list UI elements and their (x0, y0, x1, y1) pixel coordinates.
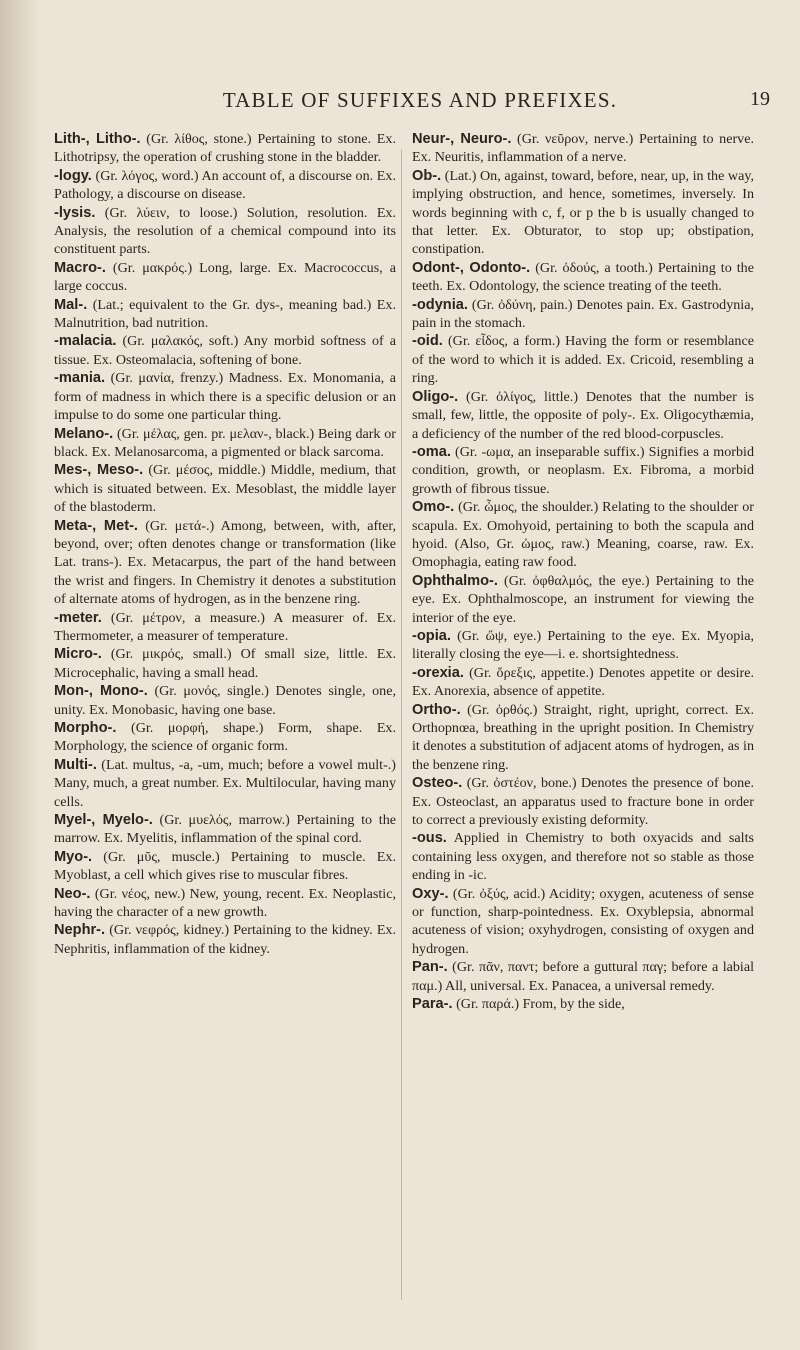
entry-headword: -lysis. (54, 204, 96, 221)
dictionary-entry (412, 701, 754, 775)
entry-headword: Ophthalmo-. (412, 572, 498, 589)
dictionary-entry (412, 572, 754, 627)
entry-headword: -logy. (54, 167, 92, 184)
dictionary-entry (54, 645, 396, 682)
entry-definition: (Gr. ὀφθαλμός, the eye.) Pertaining to the eye. Ex. Ophthalmoscope, an instrument for viewing the interior of the eye. (412, 572, 754, 626)
entry-headword: Pan-. (412, 959, 448, 976)
entry-definition: (Gr. μῦς, muscle.) Pertaining to muscle. Ex. Myoblast, a cell which gives rise to muscular fibres. (54, 848, 396, 884)
page-header (60, 88, 780, 118)
entry-definition: (Lat. multus, -a, -um, much; before a vowel mult-.) Many, much, a great number. Ex. Multilocular, having many cells. (54, 756, 396, 810)
entry-headword: Nephr-. (54, 922, 106, 939)
entry-definition: (Gr. νεῦρον, nerve.) Pertaining to nerve. Ex. Neuritis, inflammation of a nerve. (412, 131, 754, 166)
entry-headword: -opia. (412, 627, 451, 644)
entry-definition: (Gr. ὦμος, the shoulder.) Relating to the shoulder or scapula. Ex. Omohyoid, pertaining to both the scapula and hyoid. (Also, Gr. ὠμος, raw.) Meaning, coarse, raw. Ex. Omophagia, eating raw food. (412, 499, 754, 571)
entry-headword: Myel-, Myelo-. (54, 812, 153, 829)
entry-headword: Mal-. (54, 296, 88, 313)
entry-headword: Neur-, Neuro-. (412, 131, 512, 147)
entry-definition: (Gr. νέος, new.) New, young, recent. Ex. Neoplastic, having the character of a new growth. (54, 885, 396, 921)
entry-headword: Oligo-. (412, 388, 459, 405)
dictionary-entry (54, 921, 396, 958)
entry-definition: (Gr. μαλακός, soft.) Any morbid softness of a tissue. Ex. Osteomalacia, softening of bone. (54, 333, 396, 368)
entry-definition: (Gr. -ωμα, an inseparable suffix.) Signifies a morbid condition, growth, or neoplasm. Ex. Fibroma, a morbid growth of fibrous tissue. (412, 443, 754, 497)
dictionary-entry (412, 443, 754, 498)
entry-headword: -mania. (54, 370, 106, 387)
dictionary-entry (54, 719, 396, 756)
entry-definition: (Gr. εἶδος, a form.) Having the form or resemblance of the word to which it is added. Ex. Cricoid, resembling a ring. (412, 333, 754, 387)
entry-headword: Odont-, Odonto-. (412, 259, 531, 276)
dictionary-entry (412, 498, 754, 572)
entry-headword: -meter. (54, 609, 102, 626)
entry-definition: (Gr. ὀλίγος, little.) Denotes that the number is small, few, little, the opposite of poly-. Ex. Oligocythæmia, a deficiency of the number of the red blood-corpuscles. (412, 388, 754, 442)
entry-headword: Oxy-. (412, 885, 449, 902)
entry-definition: (Gr. μέσος, middle.) Middle, medium, that which is situated between. Ex. Mesoblast, the middle layer of the blastoderm. (54, 462, 397, 516)
entry-headword: -oid. (412, 333, 443, 350)
entry-definition: (Lat.; equivalent to the Gr. dys-, meaning bad.) Ex. Malnutrition, bad nutrition. (54, 296, 396, 332)
entry-headword: -orexia. (412, 664, 464, 681)
entry-headword: Ob-. (412, 167, 442, 184)
right-column (412, 130, 754, 1014)
dictionary-entry (54, 296, 396, 333)
entry-definition: (Gr. λύειν, to loose.) Solution, resolution. Ex. Analysis, the resolution of a chemical compound into its constituent parts. (54, 204, 396, 258)
dictionary-entry (412, 995, 754, 1013)
page-edge-shadow (0, 0, 40, 1350)
entry-definition: (Gr. πᾶν, παντ; before a guttural παγ; before a labial παμ.) All, universal. Ex. Panacea, a universal remedy. (412, 959, 754, 994)
entry-definition: (Gr. μακρός.) Long, large. Ex. Macrococcus, a large coccus. (54, 259, 396, 295)
entry-headword: -ous. (412, 830, 447, 847)
entry-headword: Lith-, Litho-. (54, 131, 141, 147)
entry-headword: Neo-. (54, 885, 91, 902)
entry-definition: (Gr. ὀστέον, bone.) Denotes the presence of bone. Ex. Osteoclast, an apparatus used to fracture bone in order to correct a previously existing deformity. (412, 775, 754, 829)
entry-headword: Mon-, Mono-. (54, 683, 148, 700)
dictionary-entry (54, 130, 396, 167)
entry-definition: (Gr. ὀξύς, acid.) Acidity; oxygen, acuteness of sense or function, sharp-pointedness. Ex. Oxyblepsia, abnormal acuteness of vision; oxyhydrogen, consisting of oxygen and hydrogen. (412, 885, 754, 957)
entry-headword: Para-. (412, 996, 453, 1013)
entry-headword: Myo-. (54, 848, 93, 865)
entry-definition: (Gr. ὄρεξις, appetite.) Denotes appetite or desire. Ex. Anorexia, absence of appetite. (412, 664, 754, 700)
entry-headword: -oma. (412, 443, 451, 460)
dictionary-entry (412, 332, 754, 387)
dictionary-entry (412, 130, 754, 167)
dictionary-entry (412, 627, 754, 664)
dictionary-entry (54, 885, 396, 922)
dictionary-entry (54, 369, 396, 424)
entry-definition: (Gr. παρά.) From, by the side, (452, 996, 625, 1013)
entry-headword: Multi-. (54, 756, 97, 773)
entry-headword: Micro-. (54, 646, 102, 663)
entry-definition: (Gr. μορφή, shape.) Form, shape. Ex. Morphology, the science of organic form. (54, 720, 396, 755)
entry-headword: Melano-. (54, 425, 114, 442)
entry-headword: Morpho-. (54, 720, 117, 736)
entry-definition: Applied in Chemistry to both oxyacids and salts containing less oxygen, and therefore not so stable as those ending in -ic. (412, 830, 754, 884)
dictionary-entry (412, 388, 754, 443)
entry-definition: (Gr. λίθος, stone.) Pertaining to stone. Ex. Lithotripsy, the operation of crushing stone in the bladder. (54, 131, 396, 166)
dictionary-entry (54, 848, 396, 885)
dictionary-entry (54, 811, 396, 848)
dictionary-entry (412, 958, 754, 995)
dictionary-entry (412, 774, 754, 829)
entry-definition: (Lat.) On, against, toward, before, near, up, in the way, implying obstruction, and hence, sometimes, inversely. In words beginning with c, f, or p the b is usually changed to that letter. Ex. Obturator, to stop up; obstipation, constipation. (412, 167, 754, 258)
entry-headword: -malacia. (54, 333, 117, 350)
entry-headword: Ortho-. (412, 701, 461, 718)
entry-headword: Mes-, Meso-. (54, 462, 144, 479)
dictionary-entry (412, 296, 754, 333)
left-column (54, 130, 396, 958)
entry-headword: Omo-. (412, 499, 455, 516)
running-title: TABLE OF SUFFIXES AND PREFIXES. (222, 88, 618, 112)
entry-definition: (Gr. λόγος, word.) An account of, a discourse on. Ex. Pathology, a discourse on disease. (54, 167, 396, 203)
dictionary-entry (412, 167, 754, 259)
dictionary-entry (54, 259, 396, 296)
entry-definition: (Gr. ὀδούς, a tooth.) Pertaining to the teeth. Ex. Odontology, the science treating of the teeth. (412, 259, 754, 295)
entry-definition: (Gr. ὀρθός.) Straight, right, upright, correct. Ex. Orthopnœa, breathing in the upright position. In Chemistry it denotes a substitution of adjacent atoms of hydrogen, as in the benzene ring. (412, 701, 754, 773)
dictionary-entry (54, 461, 396, 516)
dictionary-entry (54, 517, 396, 609)
entry-headword: Osteo-. (412, 775, 463, 792)
dictionary-entry (54, 682, 396, 719)
dictionary-entry (412, 829, 754, 884)
dictionary-entry (412, 885, 754, 959)
entry-definition: (Gr. μέτρον, a measure.) A measurer of. Ex. Thermometer, a measurer of temperature. (54, 609, 396, 644)
entry-definition: (Gr. μετά-.) Among, between, with, after, beyond, over; often denotes change or transformation (like Lat. trans-). Ex. Metacarpus, the part of the hand between the wrist and fingers. In Chemistry it denotes a substitution of alternate atoms of hydrogen, as in the benzene ring. (54, 517, 396, 608)
dictionary-entry (54, 167, 396, 204)
dictionary-entry (412, 259, 754, 296)
entry-definition: (Gr. ὤψ, eye.) Pertaining to the eye. Ex. Myopia, literally closing the eye—i. e. shortsightedness. (412, 627, 754, 663)
entry-definition: (Gr. μανία, frenzy.) Madness. Ex. Monomania, a form of madness in which there is a specific delusion or an impulse to do some one particular thing. (54, 370, 396, 424)
page-number: 19 (750, 88, 770, 110)
entry-headword: Macro-. (54, 259, 106, 276)
entry-definition: (Gr. νεφρός, kidney.) Pertaining to the kidney. Ex. Nephritis, inflammation of the kidney. (54, 922, 396, 957)
entry-definition: (Gr. ὀδύνη, pain.) Denotes pain. Ex. Gastrodynia, pain in the stomach. (412, 296, 754, 332)
dictionary-entry (54, 425, 396, 462)
dictionary-entry (54, 756, 396, 811)
dictionary-entry (54, 332, 396, 369)
entry-definition: (Gr. μυελός, marrow.) Pertaining to the marrow. Ex. Myelitis, inflammation of the spinal cord. (54, 812, 396, 847)
entry-definition: (Gr. μικρός, small.) Of small size, little. Ex. Microcephalic, having a small head. (54, 646, 396, 681)
entry-definition: (Gr. μονός, single.) Denotes single, one, unity. Ex. Monobasic, having one base. (54, 683, 396, 718)
entry-headword: -odynia. (412, 296, 468, 313)
entry-headword: Meta-, Met-. (54, 517, 138, 534)
dictionary-entry (412, 664, 754, 701)
column-divider (401, 150, 402, 1300)
dictionary-entry (54, 609, 396, 646)
entry-definition: (Gr. μέλας, gen. pr. μελαν-, black.) Being dark or black. Ex. Melanosarcoma, a pigmented or black sarcoma. (54, 425, 396, 460)
dictionary-entry (54, 204, 396, 259)
